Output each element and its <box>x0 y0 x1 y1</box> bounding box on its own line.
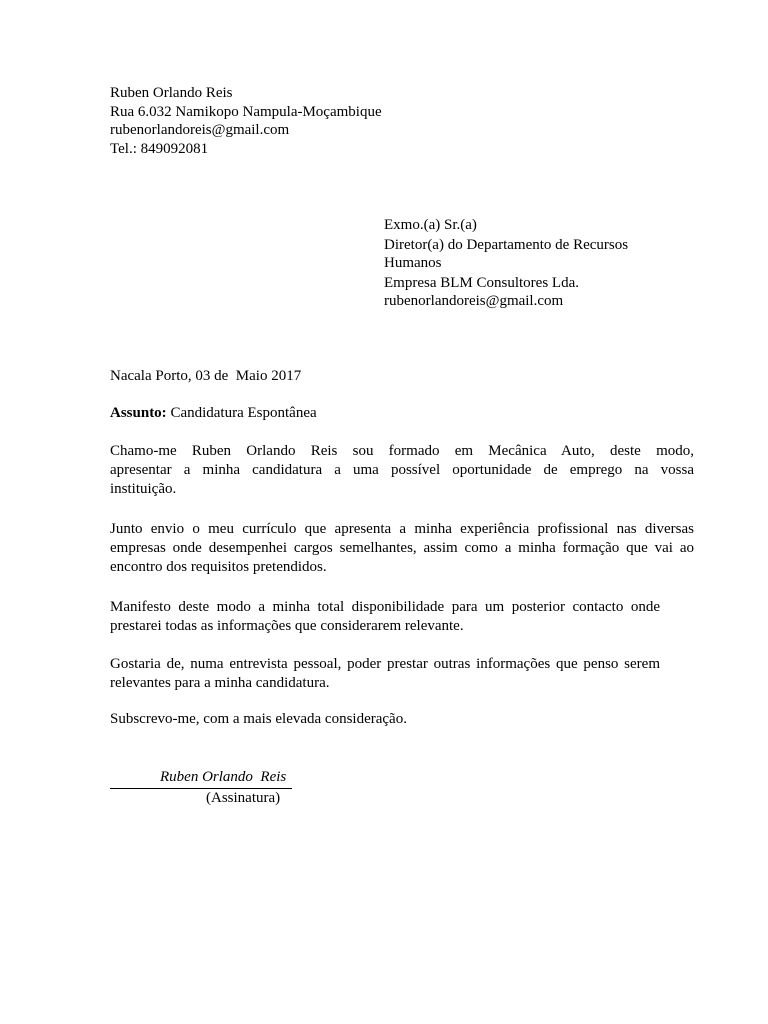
date-line: Nacala Porto, 03 de Maio 2017 <box>110 368 302 384</box>
body-paragraph-1 <box>110 442 694 499</box>
paragraph-line: prestarei todas as informações que considerarem relevante. <box>110 618 464 634</box>
paragraph-line: encontro dos requisitos pretendidos. <box>110 559 327 575</box>
paragraph-line: empresas onde desempenhei cargos semelhantes, assim como a minha formação que vai ao <box>110 540 694 556</box>
signature-label: (Assinatura) <box>206 790 281 806</box>
sender-name: Ruben Orlando Reis <box>110 85 233 101</box>
recipient-block <box>384 216 628 310</box>
subject-label: Assunto: <box>110 405 167 421</box>
subject-text: Candidatura Espontânea <box>166 405 317 421</box>
paragraph-line: relevantes para a minha candidatura. <box>110 675 330 691</box>
paragraph-line: Junto envio o meu currículo que apresenta a minha experiência profissional nas diversas <box>110 521 694 537</box>
body-paragraph-2 <box>110 520 694 577</box>
subject-line <box>110 404 317 422</box>
paragraph-line: Manifesto deste modo a minha total disponibilidade para um posterior contacto onde <box>110 599 660 615</box>
sender-email: rubenorlandoreis@gmail.com <box>110 122 290 138</box>
sender-phone: Tel.: 849092081 <box>110 140 209 157</box>
closing-line: Subscrevo-me, com a mais elevada consideração. <box>110 711 407 727</box>
paragraph-line: apresentar a minha candidatura a uma possível oportunidade de emprego na vossa <box>110 462 694 478</box>
sender-block <box>110 84 382 158</box>
signature-name: Ruben Orlando Reis <box>160 769 287 785</box>
paragraph-line: instituição. <box>110 481 177 497</box>
recipient-salutation: Exmo.(a) Sr.(a) <box>384 217 477 233</box>
body-paragraph-3 <box>110 598 660 636</box>
recipient-position-line1: Diretor(a) do Departamento de Recursos <box>384 237 629 253</box>
recipient-position-line2: Humanos <box>384 255 442 271</box>
recipient-company: Empresa BLM Consultores Lda. <box>384 275 579 291</box>
paragraph-line: Chamo-me Ruben Orlando Reis sou formado em Mecânica Auto, deste modo, <box>110 443 694 459</box>
body-paragraph-4 <box>110 655 660 693</box>
paragraph-line: Gostaria de, numa entrevista pessoal, poder prestar outras informações que penso serem <box>110 656 660 672</box>
sender-address: Rua 6.032 Namikopo Nampula-Moçambique <box>110 103 382 120</box>
recipient-email: rubenorlandoreis@gmail.com <box>384 293 564 309</box>
